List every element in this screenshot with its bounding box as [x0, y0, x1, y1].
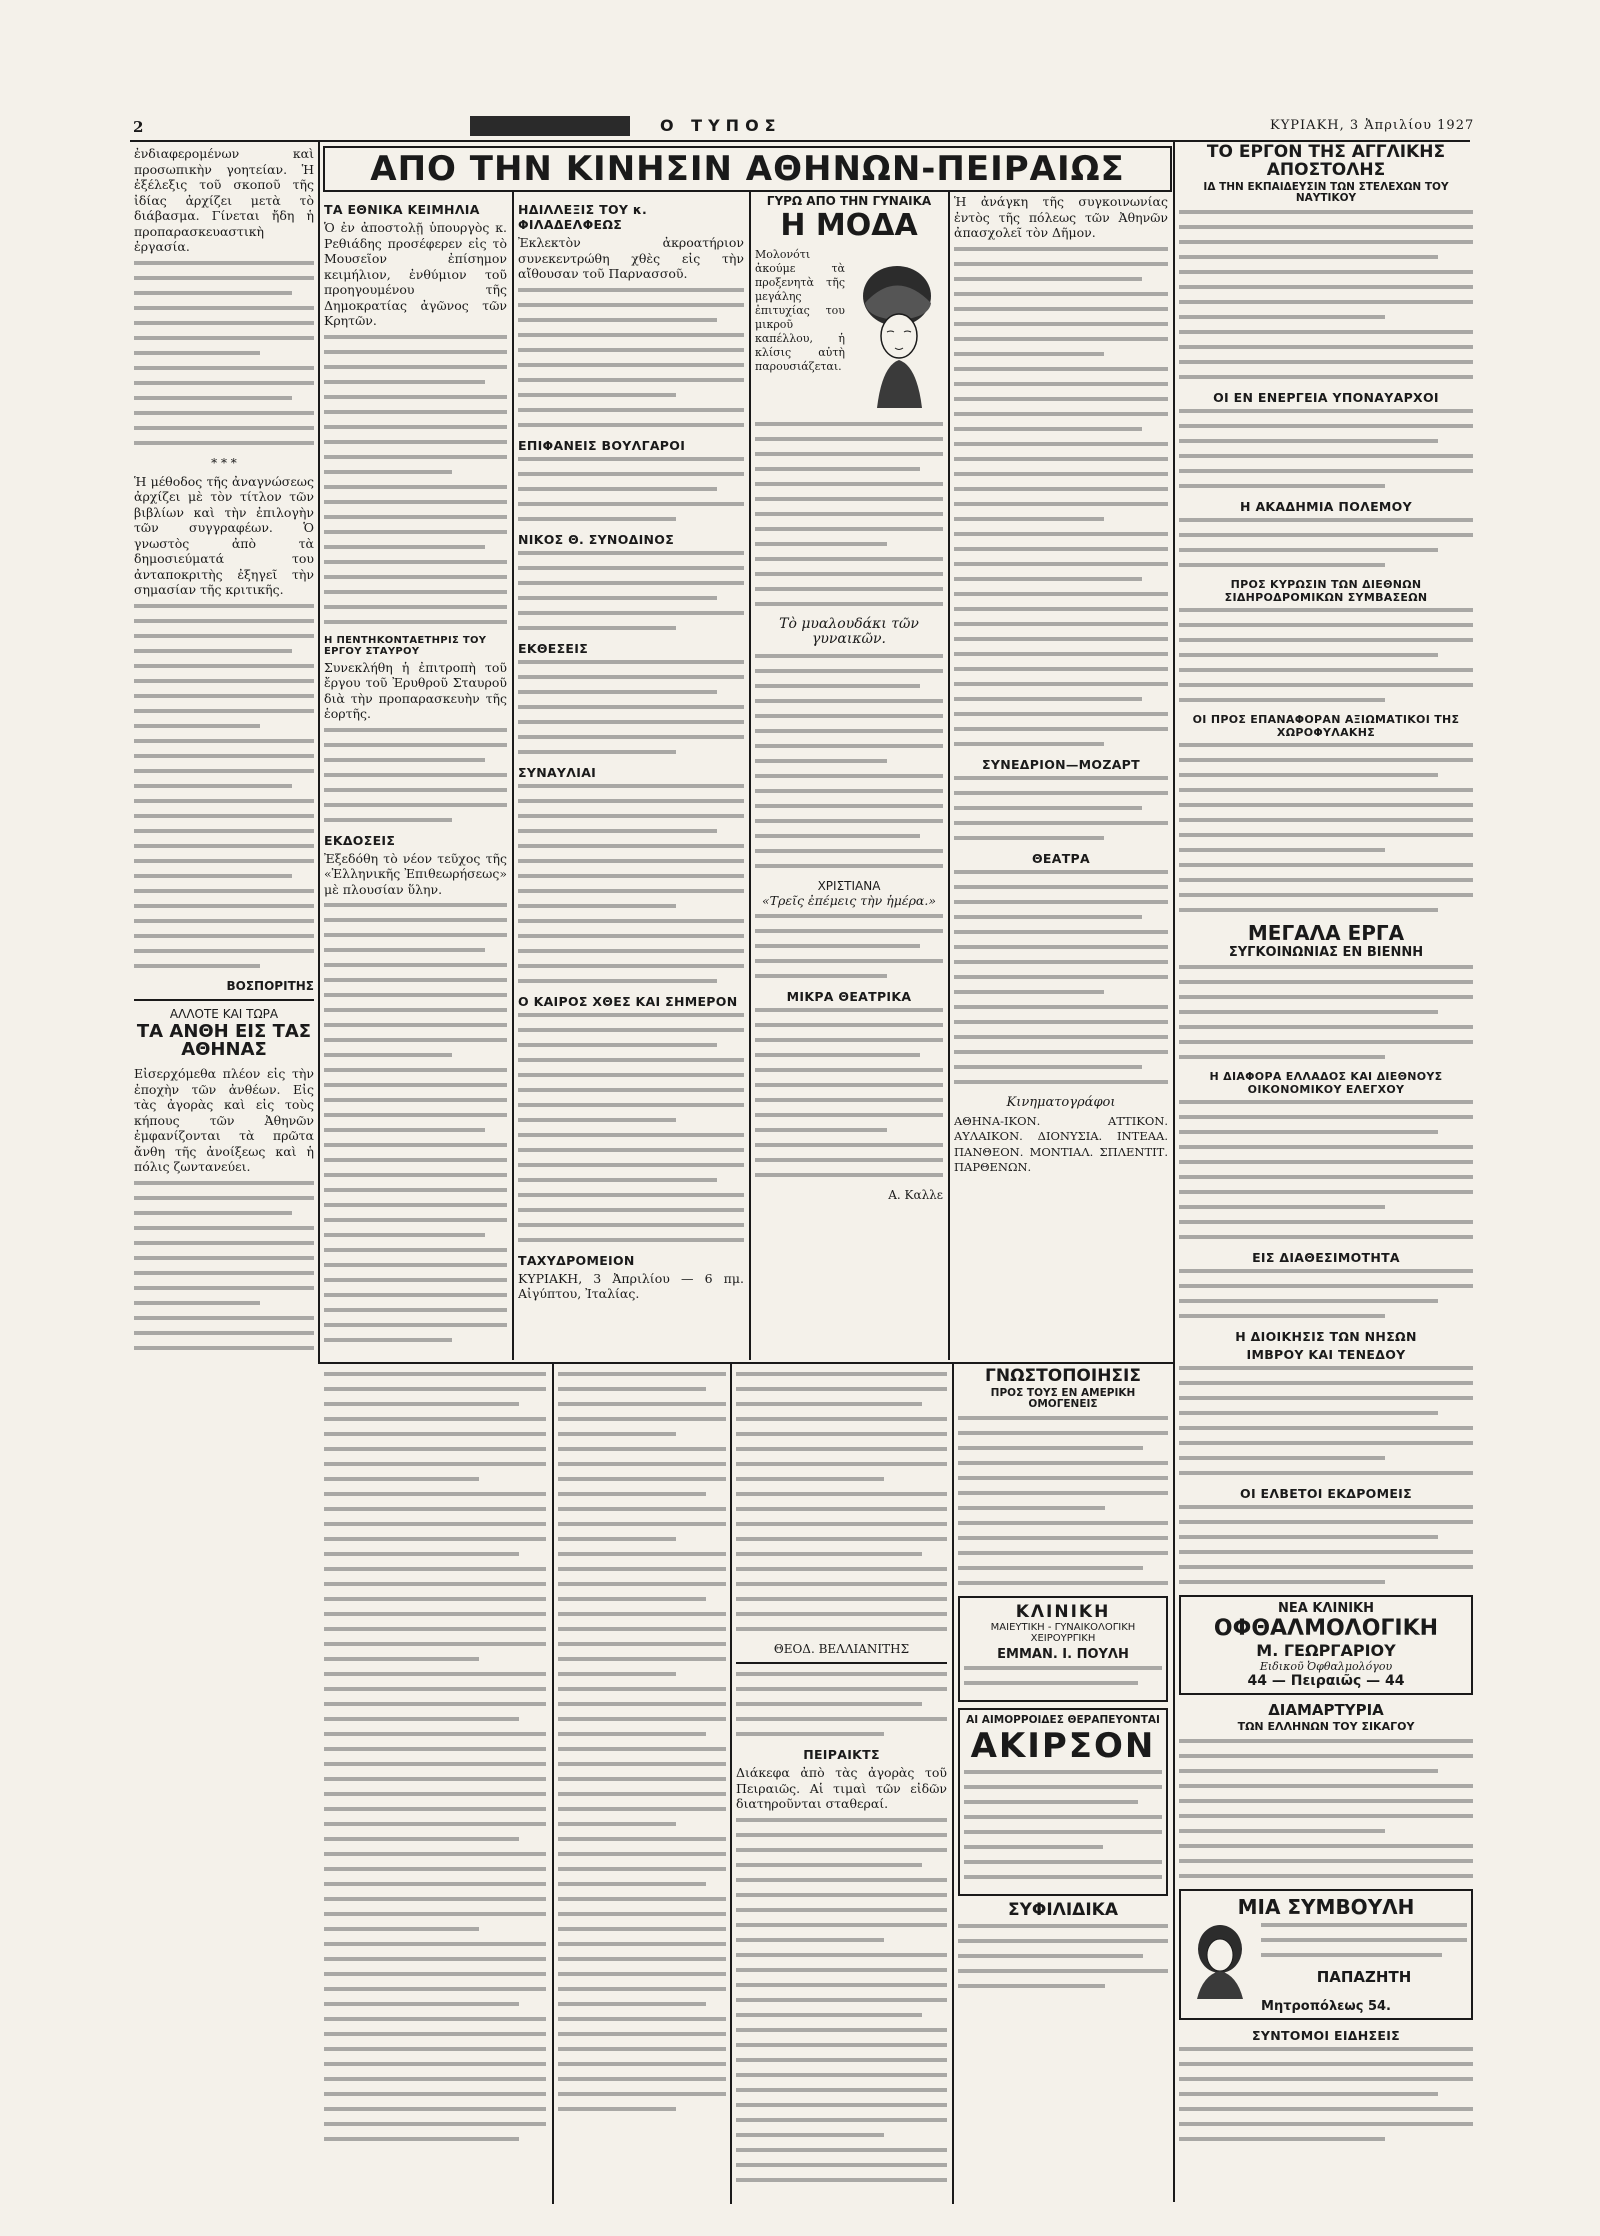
section-heading: ΟΙ ΠΡΟΣ ΕΠΑΝΑΦΟΡΑΝ ΑΞΙΩΜΑΤΙΚΟΙ ΤΗΣ ΧΩΡΟΦΥΛΑΚΗΣ: [1192, 712, 1460, 739]
article-text: Μολονότι ἀκούμε τὰ προξενητὰ τῆς μεγάλης ἐπιτυχίας του μικροῦ καπέλλου, ἡ κλίσις αὐτὴ παρουσιάζεται.: [755, 247, 845, 373]
ad-brand: ΠΑΠΑΖΗΤΗ: [1316, 1967, 1412, 1986]
text-block: [134, 604, 314, 968]
text-block: [558, 1372, 726, 2111]
ad-address: 44 — Πειραιῶς — 44: [1247, 1673, 1405, 1690]
text-block: [1179, 518, 1473, 567]
column-5: [954, 194, 1168, 1359]
section-rule: [318, 1362, 1174, 1364]
signature: ΒΟΣΠΟΡΙΤΗΣ: [226, 978, 314, 993]
divider: [1173, 142, 1175, 2202]
section-heading: ΕΚΔΟΣΕΙΣ: [324, 832, 396, 848]
section-heading: Κινηματογράφοι: [1006, 1094, 1116, 1110]
page-number: 2: [133, 118, 145, 136]
pull-quote: «Τρεῖς ἐπέμεις τὴν ἡμέρα.»: [762, 892, 936, 908]
section-heading: ΕΙΣ ΔΙΑΘΕΣΙΜΟΤΗΤΑ: [1252, 1250, 1400, 1266]
section-heading: ΗΔΙΛΛΕΞΙΣ ΤΟΥ κ. ΦΙΛΑΔΕΛΦΕΩΣ: [518, 202, 648, 232]
text-block: [1179, 1269, 1473, 1318]
listings: ΑΘΗΝΑ-ΙΚΟΝ. ΑΤΤΙΚΟΝ. ΑΥΛΑΙΚΟΝ. ΔΙΟΝΥΣΙΑ. ΙΝΤΕΑΑ. ΠΑΝΘΕΟΝ. ΜΟΝΤΙΑΛ. ΣΠΛΕΝΤΙΤ. ΠΑΡΘΕΝΩΝ.: [954, 1113, 1168, 1174]
article-text: Διάκεφα ἀπὸ τὰς ἀγορὰς τοῦ Πειραιῶς. Αἱ τιμαὶ τῶν εἰδῶν διατηροῦνται σταθεραί.: [736, 1765, 947, 1811]
text-block: [954, 247, 1168, 746]
article-text: Ἐκλεκτὸν ἀκροατήριον συνεκεντρώθη χθὲς εἰς τὴν αἴθουσαν τοῦ Παρνασσοῦ.: [518, 235, 744, 281]
section-heading: Ο ΚΑΙΡΟΣ ΧΘΕΣ ΚΑΙ ΣΗΜΕΡΟΝ: [518, 993, 738, 1009]
masthead: Ο ΤΥΠΟΣ: [660, 116, 782, 135]
text-block: [518, 457, 744, 521]
lower-column-2: [558, 1368, 726, 2202]
article-text: Εἰσερχόμεθα πλέον εἰς τὴν ἐποχὴν τῶν ἀνθέων. Εἰς τὰς ἀγορὰς καὶ εἰς τοὺς κήπους τῶν Ἀθηνῶν ἐμφανίζονται τὰ πρῶτα ἄνθη τῆς ἀνοίξεως καὶ ἡ πόλις ζωντανεύει.: [134, 1066, 314, 1175]
text-block: [1179, 1366, 1473, 1475]
section-kicker: ΓΥΡΩ ΑΠΟ ΤΗΝ ΓΥΝΑΙΚΑ: [766, 194, 932, 208]
text-block: [964, 1770, 1162, 1879]
text-block: [1179, 1739, 1473, 1878]
text-block: [518, 551, 744, 630]
section-heading: ΣΥΝΤΟΜΟΙ ΕΙΔΗΣΕΙΣ: [1252, 2027, 1400, 2043]
ad-address: Μητροπόλεως 54.: [1261, 1998, 1391, 2014]
divider: [730, 1364, 732, 2204]
section-heading: ΤΑΧΥΔΡΟΜΕΙΟΝ: [518, 1252, 635, 1268]
section-heading: ΕΚΘΕΣΕΙΣ: [518, 640, 589, 656]
text-block: [324, 1372, 546, 2141]
ad-title: ΜΙΑ ΣΥΜΒΟΥΛΗ: [1237, 1894, 1415, 1919]
section-subheading: ΙΜΒΡΟΥ ΚΑΙ ΤΕΝΕΔΟΥ: [1246, 1347, 1406, 1363]
masthead-ornament: [470, 116, 630, 136]
text-block: [1179, 409, 1473, 488]
section-heading: ΝΙΚΟΣ Θ. ΣΥΝΟΔΙΝΟΣ: [518, 531, 675, 547]
section-title: ΤΟ ΕΡΓΟΝ ΤΗΣ ΑΓΓΛΙΚΗΣ ΑΠΟΣΤΟΛΗΣ: [1206, 144, 1446, 180]
section-heading: Η ΠΕΝΤΗΚΟΝΤΑΕΤΗΡΙΣ ΤΟΥ ΕΡΓΟΥ ΣΤΑΥΡΟΥ: [324, 634, 487, 657]
section-rule: [736, 1662, 947, 1664]
section-title: ΜΕΓΑΛΑ ΕΡΓΑ: [1247, 920, 1405, 945]
article-text: Συνεκλήθη ἡ ἐπιτροπὴ τοῦ ἔργου τοῦ Ἐρυθροῦ Σταυροῦ διὰ τὴν προπαρασκευὴν τῆς ἑορτῆς.: [324, 659, 507, 721]
column-4: [755, 194, 943, 1359]
text-block: [324, 335, 507, 624]
section-subtitle: ΙΔ ΤΗΝ ΕΚΠΑΙΔΕΥΣΙΝ ΤΩΝ ΣΤΕΛΕΧΩΝ ΤΟΥ ΝΑΥΤΙΚΟΥ: [1203, 180, 1449, 204]
section-heading: ΠΡΟΣ ΚΥΡΩΣΙΝ ΤΩΝ ΔΙΕΘΝΩΝ ΣΙΔΗΡΟΔΡΟΜΙΚΩΝ ΣΥΜΒΑΣΕΩΝ: [1224, 577, 1428, 604]
header-rule: [130, 140, 1470, 142]
main-headline: ΑΠΟ ΤΗΝ ΚΙΝΗΣΙΝ ΑΘΗΝΩΝ-ΠΕΙΡΑΙΩΣ: [370, 149, 1125, 189]
hemorrhoid-ad: [958, 1708, 1168, 1896]
section-subtitle: ΣΥΓΚΟΙΝΩΝΙΑΣ ΕΝ ΒΙΕΝΝΗ: [1228, 944, 1424, 960]
text-block: [958, 1416, 1168, 1585]
eye-clinic-ad: [1179, 1595, 1473, 1695]
lower-column-1: [324, 1368, 546, 2202]
text-block: [1179, 1100, 1473, 1239]
section-heading: ΠΕΙΡΑΙΚΤΣ: [803, 1747, 880, 1762]
separator: * * *: [211, 455, 237, 470]
ad-title: ΣΥΦΙΛΙΔΙΚΑ: [1008, 1899, 1118, 1920]
text-block: [755, 422, 943, 606]
section-rule: [134, 999, 314, 1001]
text-block: [134, 261, 314, 445]
article-text: ΚΥΡΙΑΚΗ, 3 Ἀπριλίου — 6 πμ. Αἰγύπτου, Ἰταλίας.: [518, 1270, 744, 1301]
section-heading: ΜΙΚΡΑ ΘΕΑΤΡΙΚΑ: [786, 989, 912, 1004]
section-title: ΔΙΑΜΑΡΤΥΡΙΑ: [1268, 1701, 1384, 1720]
ad-sub: Ειδικοῦ Ὀφθαλμολόγου: [1259, 1660, 1393, 1674]
text-block: [1179, 210, 1473, 379]
text-block: [1179, 608, 1473, 702]
ad-brand: ΑΚΙΡΣΟΝ: [970, 1725, 1156, 1766]
section-heading: ΧΡΙΣΤΙΑΝΑ: [817, 878, 881, 893]
column-1: [134, 146, 314, 1361]
section-heading: ΣΥΝΑΥΛΙΑΙ: [518, 764, 597, 780]
text-block: [518, 1013, 744, 1242]
ad-kicker: ΝΕΑ ΚΛΙΝΙΚΗ: [1278, 1601, 1374, 1617]
text-block: [736, 1818, 947, 2182]
divider: [552, 1364, 554, 2204]
text-block: [1261, 1923, 1467, 1957]
text-block: [958, 1924, 1168, 1988]
text-block: [954, 776, 1168, 840]
text-block: [1179, 2047, 1473, 2141]
article-text: Ἡ μέθοδος τῆς ἀναγνώσεως ἀρχίζει μὲ τὸν τίτλον τῶν βιβλίων καὶ τὴν ἐπιλογὴν τῶν συγγραφέων. Ὁ γνωστὸς ἀπὸ τὰ δημοσιεύματά του ἀνταποκριτὴς ἐξηγεῖ τὴν σημασίαν τῆς κριτικῆς.: [134, 473, 314, 597]
pull-quote: Τὸ μυαλουδάκι τῶν γυναικῶν.: [779, 615, 919, 647]
section-heading: ΤΑ ΕΘΝΙΚΑ ΚΕΙΜΗΛΙΑ: [324, 202, 480, 217]
woman-hat-illustration: [847, 248, 943, 408]
woman-portrait-illustration: [1185, 1919, 1255, 1999]
ad-doctor: ΕΜΜΑΝ. Ι. ΠΟΥΛΗ: [997, 1646, 1129, 1662]
section-heading: ΕΠΙΦΑΝΕΙΣ ΒΟΥΛΓΑΡΟΙ: [518, 437, 686, 453]
section-heading: Η ΔΙΟΙΚΗΣΙΣ ΤΩΝ ΝΗΣΩΝ: [1235, 1329, 1417, 1345]
ad-title: ΓΝΩΣΤΟΠΟΙΗΣΙΣ: [985, 1368, 1141, 1386]
maternity-clinic-ad: [958, 1596, 1168, 1702]
column-2: [324, 194, 507, 1359]
issue-date: ΚΥΡΙΑΚΗ, 3 Ἀπριλίου 1927: [1270, 118, 1475, 133]
text-block: [518, 288, 744, 427]
signature: Α. Καλλε: [888, 1188, 943, 1202]
section-heading: ΟΙ ΕΝ ΕΝΕΡΓΕΙΑ ΥΠΟΝΑΥΑΡΧΟΙ: [1213, 389, 1439, 405]
signature: ΘΕΟΔ. ΒΕΛΛΙΑΝΙΤΗΣ: [773, 1642, 910, 1656]
divider: [512, 190, 514, 1360]
section-title: Η ΜΟΔΑ: [780, 208, 918, 243]
text-block: [736, 1372, 947, 1631]
text-block: [964, 1666, 1162, 1685]
ad-subtitle: ΠΡΟΣ ΤΟΥΣ ΕΝ ΑΜΕΡΙΚΗ ΟΜΟΓΕΝΕΙΣ: [990, 1386, 1136, 1410]
text-block: [324, 728, 507, 822]
text-block: [518, 784, 744, 983]
divider: [952, 1364, 954, 2204]
text-block: [736, 1672, 947, 1736]
ad-kicker: ΑΙ ΑΙΜΟΡΡΟΙΔΕΣ ΘΕΡΑΠΕΥΟΝΤΑΙ: [966, 1713, 1160, 1726]
divider: [749, 190, 751, 1360]
text-block: [1179, 965, 1473, 1059]
section-subtitle: ΤΩΝ ΕΛΛΗΝΩΝ ΤΟΥ ΣΙΚΑΓΟΥ: [1237, 1720, 1415, 1734]
divider: [318, 142, 320, 1362]
section-heading: Η ΑΚΑΔΗΜΙΑ ΠΟΛΕΜΟΥ: [1240, 498, 1412, 514]
section-kicker: ΑΛΛΟΤΕ ΚΑΙ ΤΩΡΑ: [169, 1006, 279, 1021]
text-block: [1179, 1505, 1473, 1584]
advice-ad: [1179, 1889, 1473, 2020]
section-title: ΤΑ ΑΝΘΗ ΕΙΣ ΤΑΣ ΑΘΗΝΑΣ: [136, 1020, 312, 1061]
main-headline-box: [323, 146, 1172, 192]
text-block: [755, 914, 943, 978]
text-block: [324, 903, 507, 1342]
text-block: [954, 870, 1168, 1084]
ad-doctor: Μ. ΓΕΩΡΓΑΡΙΟΥ: [1256, 1641, 1396, 1661]
section-heading: ΟΙ ΕΛΒΕΤΟΙ ΕΚΔΡΟΜΕΙΣ: [1240, 1486, 1412, 1502]
lower-column-3: [736, 1368, 947, 2202]
text-block: [134, 1181, 314, 1361]
text-block: [755, 654, 943, 868]
section-heading: ΘΕΑΤΡΑ: [1031, 850, 1090, 866]
column-6: [1179, 144, 1473, 2204]
ad-subtitle: ΜΑΙΕΥΤΙΚΗ - ΓΥΝΑΙΚΟΛΟΓΙΚΗ ΧΕΙΡΟΥΡΓΙΚΗ: [990, 1621, 1136, 1644]
text-block: [1179, 743, 1473, 912]
text-block: [755, 1008, 943, 1177]
article-text: Ἐξεδόθη τὸ νέον τεῦχος τῆς «Ἑλληνικῆς Ἐπιθεωρήσεως» μὲ πλουσίαν ὕλην.: [324, 850, 507, 897]
section-heading: Η ΔΙΑΦΟΡΑ ΕΛΛΑΔΟΣ ΚΑΙ ΔΙΕΘΝΟΥΣ ΟΙΚΟΝΟΜΙΚΟΥ ΕΛΕΓΧΟΥ: [1209, 1070, 1443, 1097]
article-text: Ὁ ἐν ἀποστολῇ ὑπουργὸς κ. Ρεθιάδης προσέφερεν εἰς τὸ Μουσεῖον ἐπίσημον κειμήλιον, ἐνθύμιον τοῦ προηγουμένου τῆς Δημοκρατίας ἀγῶνος τῶν Κρητῶν.: [324, 220, 507, 328]
ad-title: ΟΦΘΑΛΜΟΛΟΓΙΚΗ: [1213, 1616, 1439, 1642]
lower-ads-column: [958, 1368, 1168, 2202]
ad-title: ΚΛΙΝΙΚΗ: [1015, 1601, 1111, 1622]
section-heading: ΣΥΝΕΔΡΙΟΝ—ΜΟΖΑΡΤ: [982, 756, 1140, 772]
article-text: Ἡ ἀνάγκη τῆς συγκοινωνίας ἐντὸς τῆς πόλεως τῶν Ἀθηνῶν ἀπασχολεῖ τὸν Δῆμον.: [954, 194, 1168, 240]
divider: [948, 190, 950, 1360]
article-text: ἐνδιαφερομένων καὶ προσωπικὴν γοητείαν. Ἡ ἐξέλεξις τοῦ σκοποῦ τῆς ἰδίας ἀρχίζει μετὰ τὸ διάβασμα. Γίνεται ἤδη ἡ προπαρασκευαστικὴ ἐργασία.: [134, 146, 314, 254]
column-3: [518, 194, 744, 1359]
text-block: [518, 660, 744, 754]
